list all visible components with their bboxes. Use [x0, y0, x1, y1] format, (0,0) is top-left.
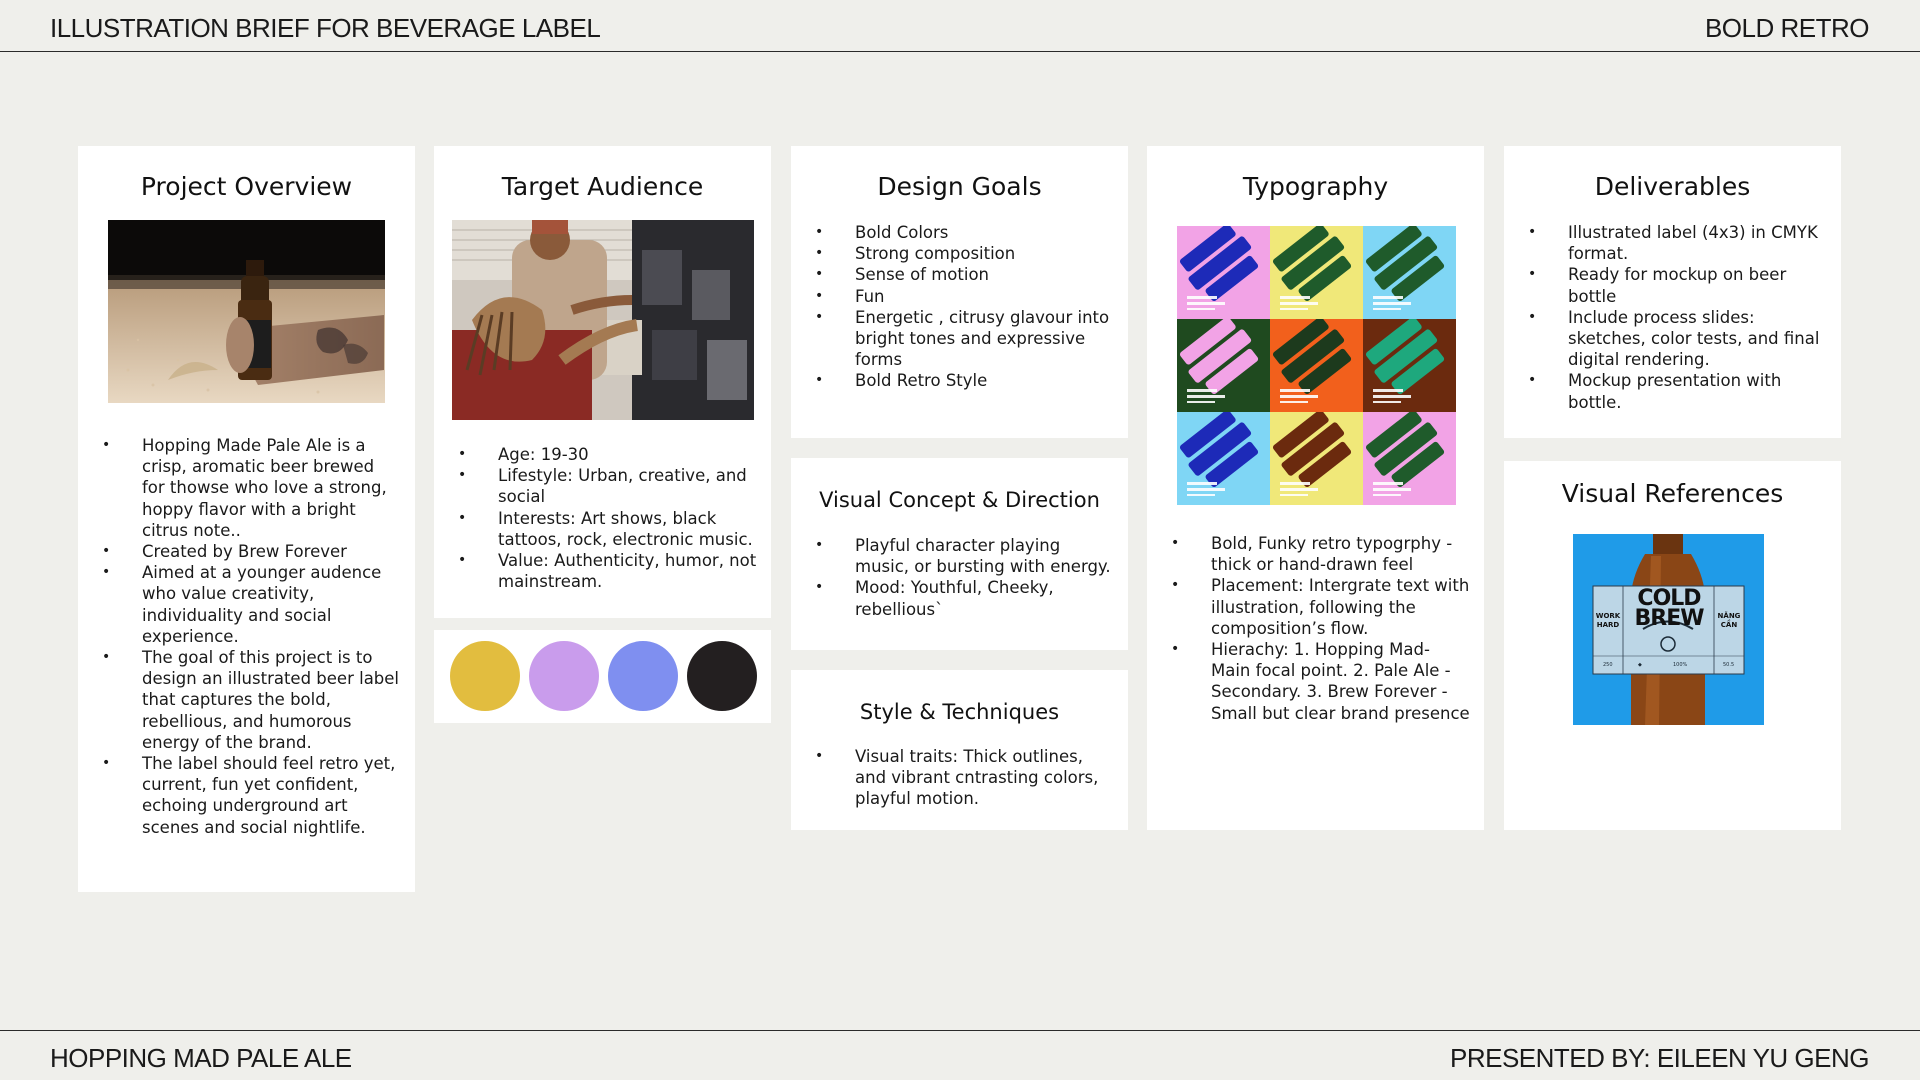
target-audience-title: Target Audience	[501, 172, 704, 201]
list-item: • Bold Retro Style	[815, 370, 1115, 391]
design-goals-title: Design Goals	[877, 172, 1042, 201]
document-title: ILLUSTRATION BRIEF FOR BEVERAGE LABEL	[50, 13, 601, 43]
typography-sample-tile	[1363, 226, 1456, 319]
presenter-credit: PRESENTED BY: EILEEN YU GENG	[1450, 1043, 1869, 1073]
list-item: • Hopping Made Pale Ale is a crisp, aromatic beer brewed for thowse who love a strong, hoppy flavor with a bright citrus note..	[102, 435, 402, 541]
beer-hand-photo	[108, 220, 385, 403]
list-item: • Age: 19-30	[458, 444, 758, 465]
header-bar	[0, 0, 1920, 52]
project-overview-title: Project Overview	[140, 172, 353, 201]
visual-concept-list	[815, 535, 1115, 620]
svg-text:◆: ◆	[1638, 662, 1642, 668]
project-overview-list	[102, 435, 402, 838]
footer-bar	[0, 1030, 1920, 1080]
visual-references-card	[1504, 461, 1841, 830]
list-item: • Mockup presentation with bottle.	[1528, 370, 1828, 412]
typography-sample-tile	[1270, 319, 1363, 412]
style-techniques-list	[815, 746, 1115, 810]
list-item: • The label should feel retro yet, current, fun yet confident, echoing underground art scenes and social nightlife.	[102, 753, 402, 838]
typography-card	[1147, 146, 1484, 830]
style-techniques-card	[791, 670, 1128, 830]
palette-swatch-lilac	[529, 641, 599, 711]
deliverables-list	[1528, 222, 1828, 413]
list-item: • Lifestyle: Urban, creative, and social	[458, 465, 758, 507]
list-item: • Playful character playing music, or bursting with energy.	[815, 535, 1115, 577]
cold-brew-bottle-reference	[1573, 534, 1764, 725]
list-item: • Bold Colors	[815, 222, 1115, 243]
reference-label-main: COLD BREW	[1634, 586, 1704, 631]
typography-sample-tile	[1363, 319, 1456, 412]
svg-text:50.5: 50.5	[1723, 662, 1735, 668]
design-goals-list	[815, 222, 1115, 392]
typography-sample-grid	[1177, 226, 1456, 505]
list-item: • Illustrated label (4x3) in CMYK format.	[1528, 222, 1828, 264]
palette-swatch-black	[687, 641, 757, 711]
typography-title: Typography	[1242, 172, 1389, 201]
target-audience-list	[458, 444, 758, 592]
list-item: • Energetic , citrusy glavour into bright tones and expressive forms	[815, 307, 1115, 371]
target-audience-card	[434, 146, 771, 618]
visual-concept-card	[791, 458, 1128, 650]
palette-swatch-yellow	[450, 641, 520, 711]
typography-sample-tile	[1270, 226, 1363, 319]
deliverables-title: Deliverables	[1594, 172, 1751, 201]
visual-concept-title: Visual Concept & Direction	[819, 488, 1100, 512]
list-item: • Sense of motion	[815, 264, 1115, 285]
style-techniques-title: Style & Techniques	[859, 700, 1060, 724]
list-item: • Aimed at a younger audence who value creativity, individuality and social experience.	[102, 562, 402, 647]
reference-label-left: WORK HARD	[1595, 612, 1621, 629]
list-item: • Interests: Art shows, black tattoos, rock, electronic music.	[458, 508, 758, 550]
typography-sample-tile	[1177, 226, 1270, 319]
list-item: • Hierachy: 1. Hopping Mad- Main focal point. 2. Pale Ale - Secondary. 3. Brew Forever - Small but clear brand presence	[1171, 639, 1471, 724]
design-goals-card	[791, 146, 1128, 438]
palette-swatch-periwinkle	[608, 641, 678, 711]
deliverables-card	[1504, 146, 1841, 438]
list-item: • Ready for mockup on beer bottle	[1528, 264, 1828, 306]
svg-text:100%: 100%	[1673, 662, 1688, 668]
list-item: • Include process slides: sketches, color tests, and final digital rendering.	[1528, 307, 1828, 371]
list-item: • Strong composition	[815, 243, 1115, 264]
list-item: • Bold, Funky retro typogrphy - thick or hand-drawn feel	[1171, 533, 1471, 575]
list-item: • Fun	[815, 286, 1115, 307]
product-name: HOPPING MAD PALE ALE	[50, 1043, 352, 1073]
svg-text:250: 250	[1603, 662, 1613, 668]
typography-sample-tile	[1363, 412, 1456, 505]
list-item: • Visual traits: Thick outlines, and vibrant cntrasting colors, playful motion.	[815, 746, 1115, 810]
typography-list	[1171, 533, 1471, 724]
reference-label-right: NĂNG CẦN	[1717, 612, 1741, 629]
typography-sample-tile	[1177, 412, 1270, 505]
color-palette-card	[434, 630, 771, 723]
typography-sample-tile	[1177, 319, 1270, 412]
style-tag: BOLD RETRO	[1704, 13, 1869, 43]
list-item: • Placement: Intergrate text with illustration, following the composition’s flow.	[1171, 575, 1471, 639]
list-item: • The goal of this project is to design an illustrated beer label that captures the bold, rebellious, and humorous energy of the brand.	[102, 647, 402, 753]
list-item: • Created by Brew Forever	[102, 541, 402, 562]
project-overview-card	[78, 146, 415, 892]
artists-photo	[452, 220, 754, 420]
visual-references-title: Visual References	[1561, 479, 1784, 508]
typography-sample-tile	[1270, 412, 1363, 505]
list-item: • Mood: Youthful, Cheeky, rebellious`	[815, 577, 1115, 619]
list-item: • Value: Authenticity, humor, not mainstream.	[458, 550, 758, 592]
